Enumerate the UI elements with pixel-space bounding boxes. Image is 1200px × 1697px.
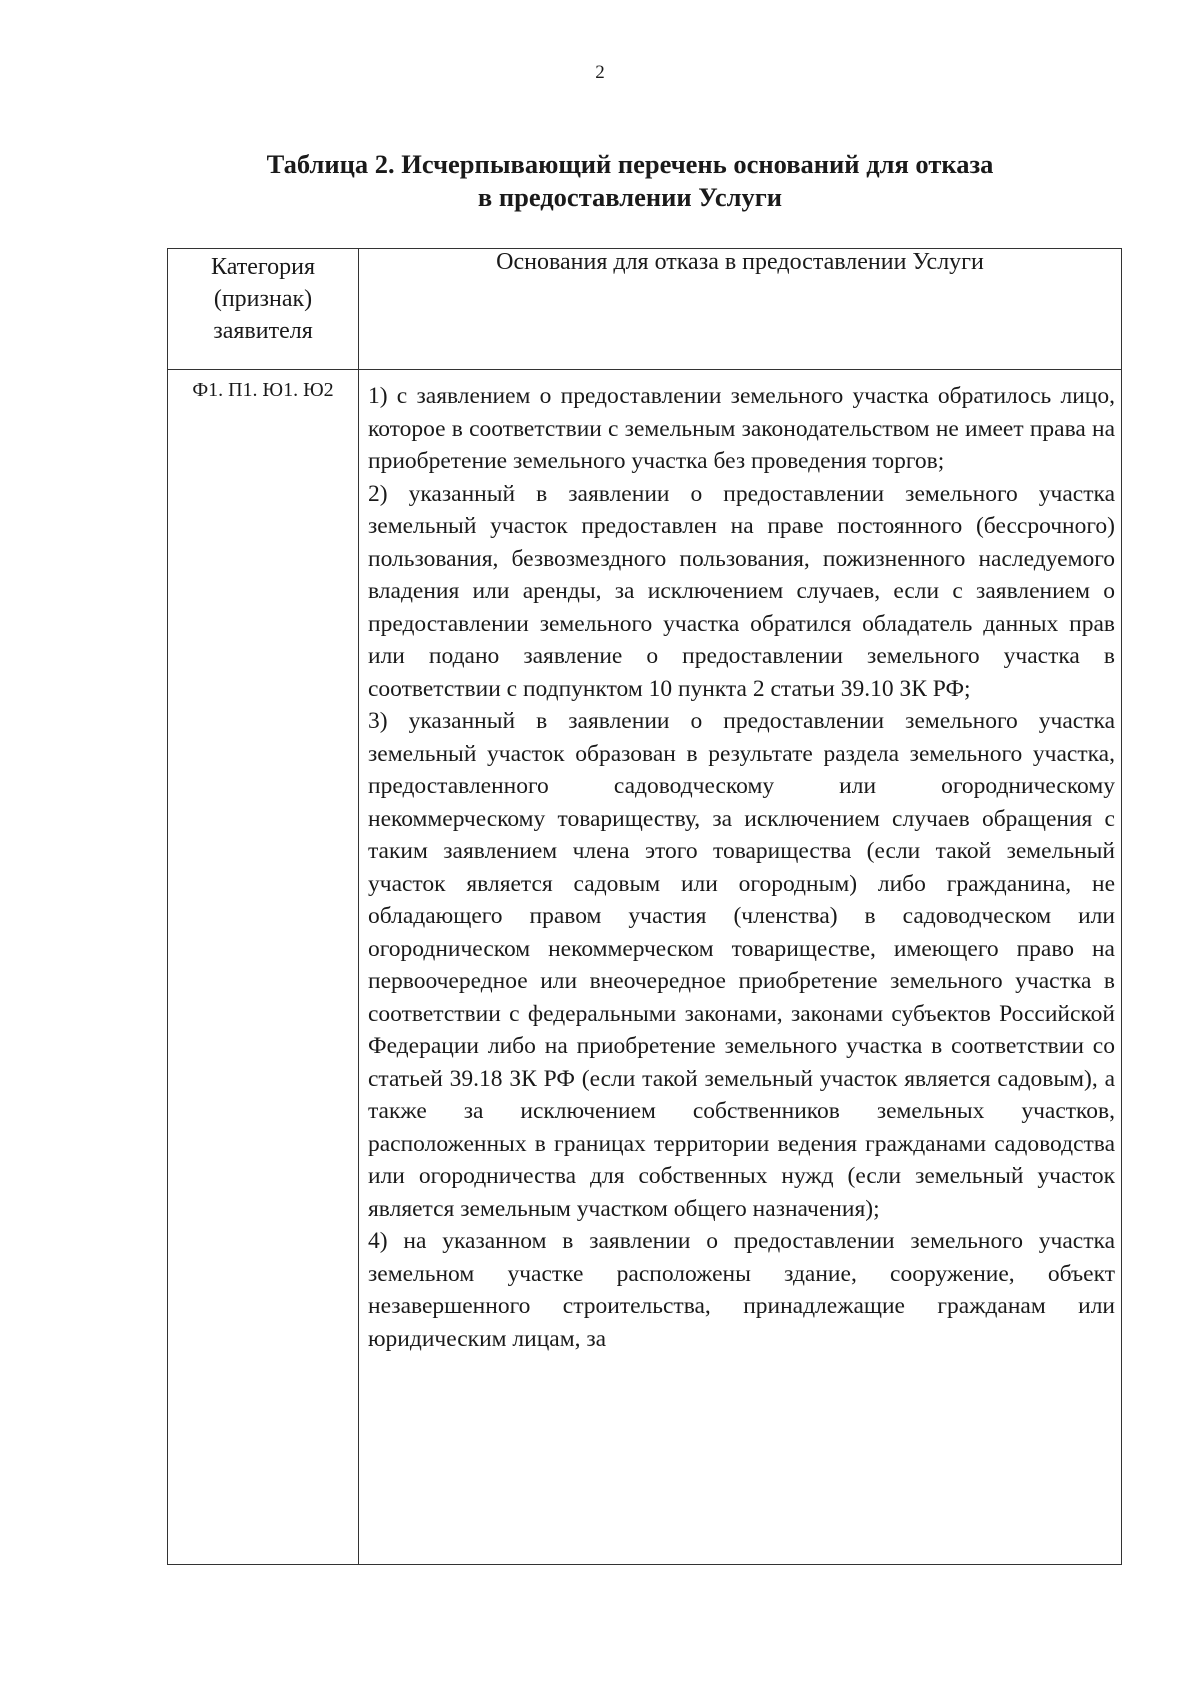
applicant-category-cell: Ф1. П1. Ю1. Ю2	[168, 370, 359, 1565]
refusal-ground-item-3: 3) указанный в заявлении о предоставлении земельного участка земельный участок образован в результате раздела земельного участка, предоставленного садоводческому или огородническому некоммерческому товариществу, за исключением случаев обращения с таким заявлением члена этого товарищества (если такой земельный участок является садовым или огородным) либо гражданина, не обладающего правом участия (членства) в садоводческом или огородническом некоммерческом товариществе, имеющего право на первоочередное или внеочередное приобретение земельного участка в соответствии с федеральными законами, законами субъектов Российской Федерации либо на приобретение земельного участка в соответствии со статьей 39.18 ЗК РФ (если такой земельный участок является садовым), а также за исключением собственников земельных участков, расположенных в границах территории ведения гражданами садоводства или огородничества для собственных нужд (если земельный участок является земельным участком общего назначения);	[368, 708, 1115, 1222]
table-title-line-2: в предоставлении Услуги	[477, 182, 783, 212]
refusal-grounds-table	[167, 248, 1122, 1565]
header-refusal-grounds: Основания для отказа в предоставлении Услуги	[359, 249, 1122, 370]
refusal-ground-item-1: 1) с заявлением о предоставлении земельного участка обратилось лицо, которое в соответствии с земельным законодательством не имеет права на приобретение земельного участка без проведения торгов;	[368, 383, 1115, 474]
table-row	[168, 370, 1122, 1565]
table-title	[200, 148, 1060, 214]
refusal-grounds-cell	[359, 370, 1122, 1565]
refusal-ground-item-2: 2) указанный в заявлении о предоставлении земельного участка земельный участок предоставлен на праве постоянного (бессрочного) пользования, безвозмездного пользования, пожизненного наследуемого владения или аренды, за исключением случаев, если с заявлением о предоставлении земельного участка обратился обладатель данных прав или подано заявление о предоставлении земельного участка в соответствии с подпунктом 10 пункта 2 статьи 39.10 ЗК РФ;	[368, 480, 1115, 702]
table-title-line-1: Таблица 2. Исчерпывающий перечень оснований для отказа	[266, 149, 994, 179]
refusal-ground-item-4: 4) на указанном в заявлении о предоставлении земельного участка земельном участке расположены здание, сооружение, объект незавершенного строительства, принадлежащие гражданам или юридическим лицам, за	[368, 1228, 1115, 1352]
header-applicant-category: Категория (признак) заявителя	[168, 249, 359, 370]
table-header-row	[168, 249, 1122, 370]
page-number: 2	[595, 62, 605, 83]
